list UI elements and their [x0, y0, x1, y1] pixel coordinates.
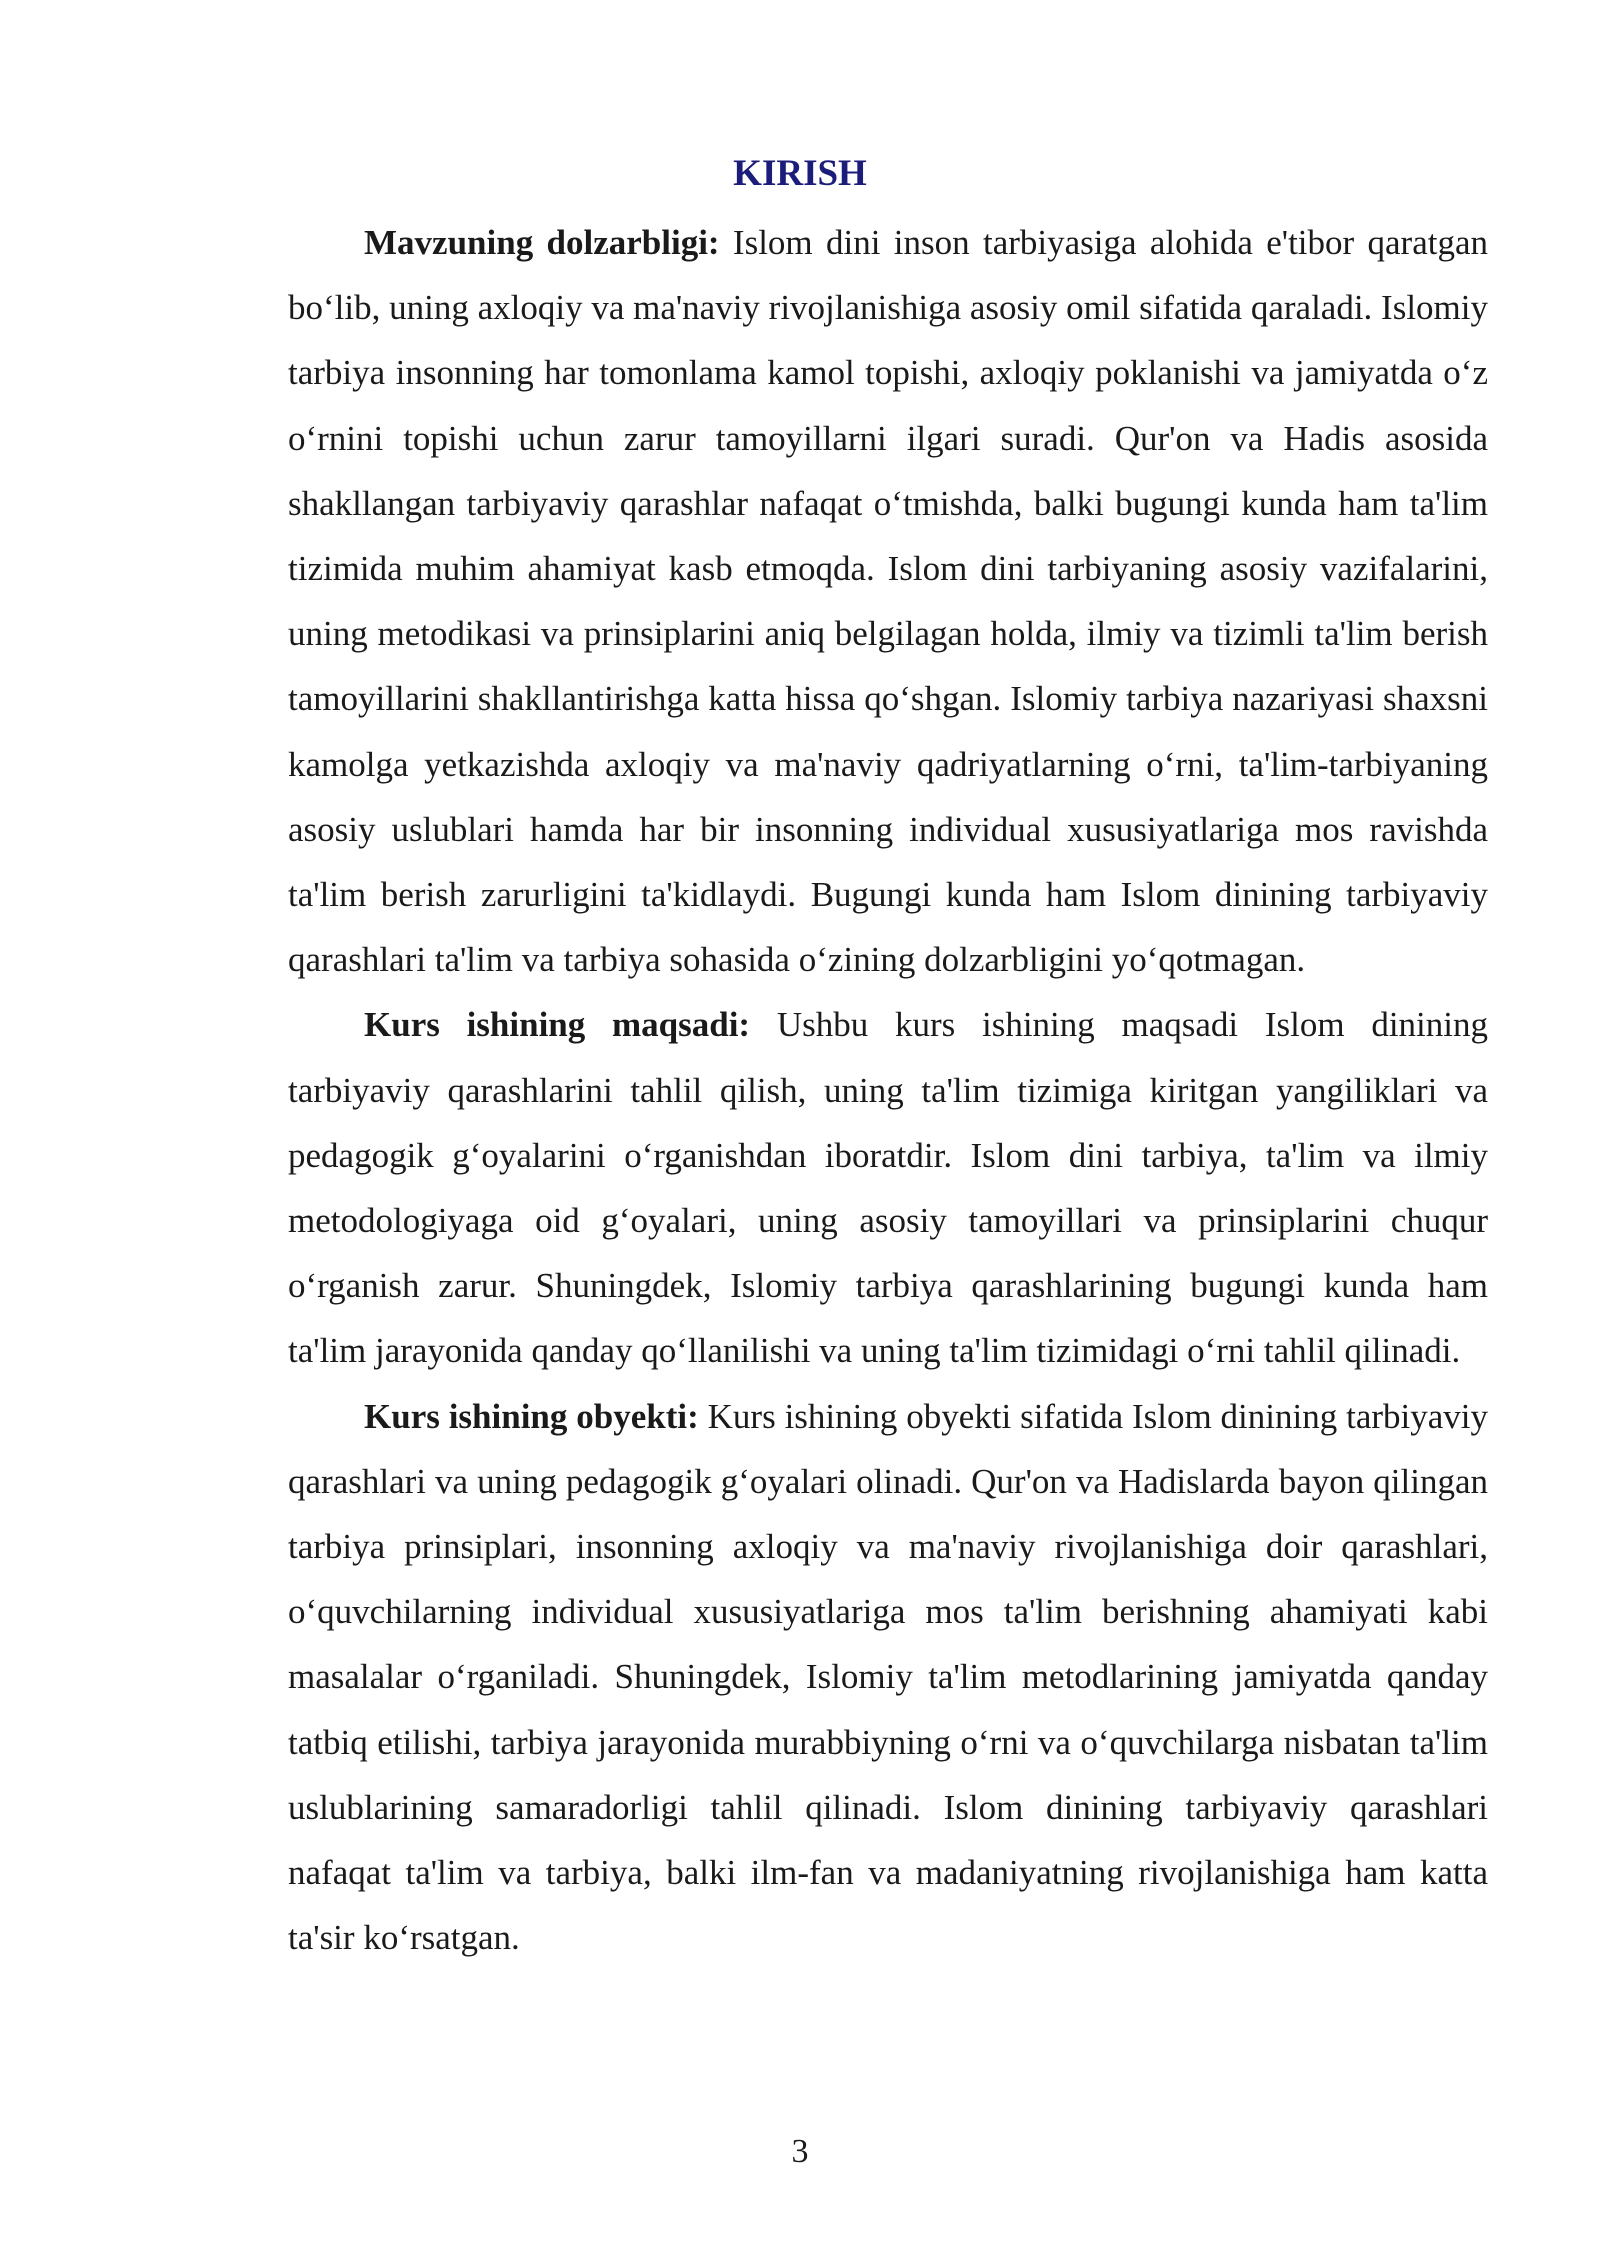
paragraph-relevance	[288, 210, 1488, 992]
paragraph-object	[288, 1384, 1488, 1971]
paragraph-text: Ushbu kurs ishining maqsadi Islom dinining tarbiyaviy qarashlarini tahlil qilish, uning ta'lim tizimiga kiritgan yangiliklari va pedagogik g‘oyalarini o‘rganishdan iboratdir. Islom dini tarbiya, ta'lim va ilmiy metodologiyaga oid g‘oyalari, uning asosiy tamoyillari va prinsiplarini chuqur o‘rganish zarur. Shuningdek, Islomiy tarbiya qarashlarining bugungi kunda ham ta'lim jarayonida qanday qo‘llanilishi va uning ta'lim tizimidagi o‘rni tahlil qilinadi.	[288, 1005, 1488, 1371]
body-text	[288, 210, 1488, 1970]
paragraph-lead: Mavzuning dolzarbligi:	[364, 223, 720, 262]
paragraph-text: Islom dini inson tarbiyasiga alohida e'tibor qaratgan bo‘lib, uning axloqiy va ma'naviy rivojlanishiga asosiy omil sifatida qaraladi. Islomiy tarbiya insonning har tomonlama kamol topishi, axloqiy poklanishi va jamiyatda o‘z o‘rnini topishi uchun zarur tamoyillarni ilgari suradi. Qur'on va Hadis asosida shakllangan tarbiyaviy qarashlar nafaqat o‘tmishda, balki bugungi kunda ham ta'lim tizimida muhim ahamiyat kasb etmoqda. Islom dini tarbiyaning asosiy vazifalarini, uning metodikasi va prinsiplarini aniq belgilagan holda, ilmiy va tizimli ta'lim berish tamoyillarini shakllantirishga katta hissa qo‘shgan. Islomiy tarbiya nazariyasi shaxsni kamolga yetkazishda axloqiy va ma'naviy qadriyatlarning o‘rni, ta'lim-tarbiyaning asosiy uslublari hamda har bir insonning individual xususiyatlariga mos ravishda ta'lim berish zarurligini ta'kidlaydi. Bugungi kunda ham Islom dinining tarbiyaviy qarashlari ta'lim va tarbiya sohasida o‘zining dolzarbligini yo‘qotmagan.	[288, 223, 1489, 980]
paragraph-lead: Kurs ishining obyekti:	[364, 1396, 699, 1436]
page-number: 3	[791, 2133, 809, 2170]
paragraph-goal	[288, 992, 1488, 1383]
section-heading: KIRISH	[733, 153, 867, 194]
paragraph-text: Kurs ishining obyekti sifatida Islom dinining tarbiyaviy qarashlari va uning pedagogik g‘oyalari olinadi. Qur'on va Hadislarda bayon qilingan tarbiya prinsiplari, insonning axloqiy va ma'naviy rivojlanishiga doir qarashlari, o‘quvchilarning individual xususiyatlariga mos ta'lim berishning ahamiyati kabi masalalar o‘rganiladi. Shuningdek, Islomiy ta'lim metodlarining jamiyatda qanday tatbiq etilishi, tarbiya jarayonida murabbiyning o‘rni va o‘quvchilarga nisbatan ta'lim uslublarining samaradorligi tahlil qilinadi. Islom dinining tarbiyaviy qarashlari nafaqat ta'lim va tarbiya, balki ilm-fan va madaniyatning rivojlanishiga ham katta ta'sir ko‘rsatgan.	[288, 1396, 1488, 1958]
paragraph-lead: Kurs ishining maqsadi:	[364, 1005, 751, 1045]
